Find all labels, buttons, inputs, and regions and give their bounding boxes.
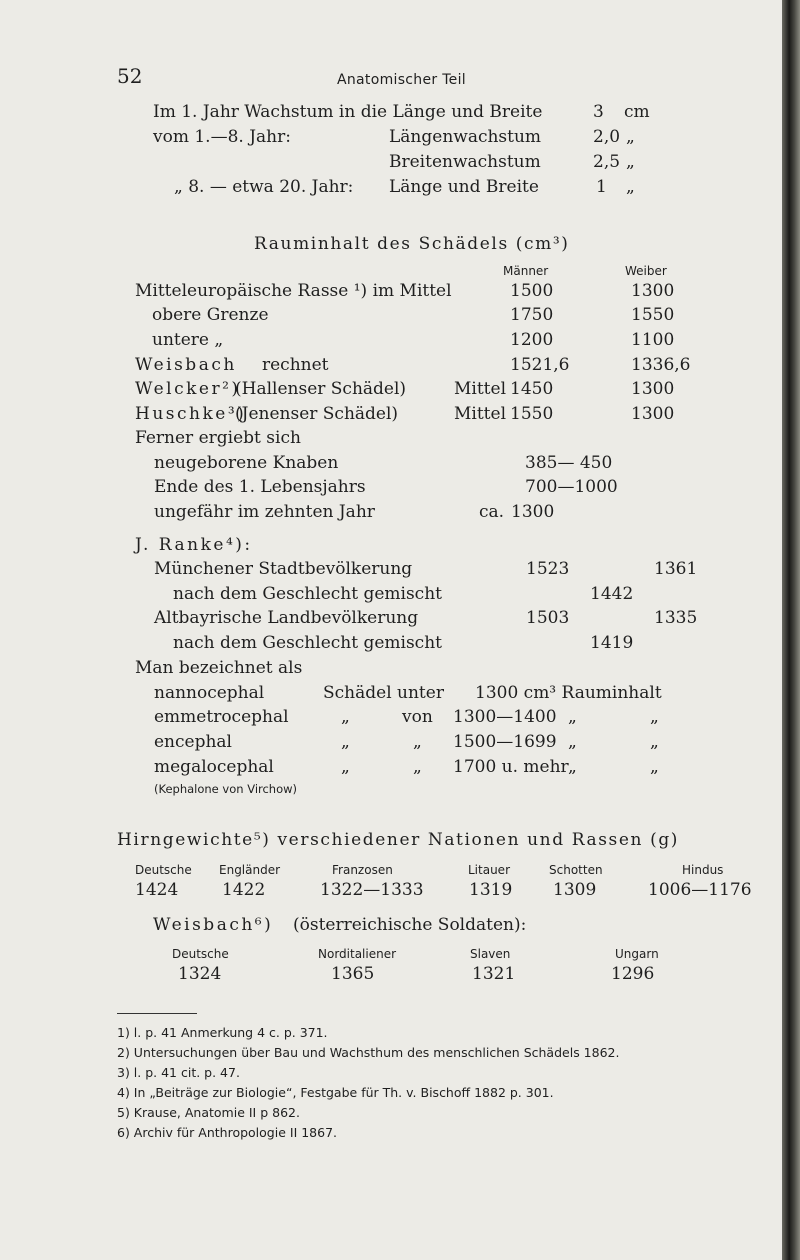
growth-line-3-item: Breitenwachstum <box>389 152 541 172</box>
class-name: emmetrocephal <box>154 707 289 727</box>
footnote: 4) In „Beiträge zur Biologie“, Festgabe für Th. v. Bischoff 1882 p. 301. <box>117 1085 554 1100</box>
skull-row-label: obere Grenze <box>152 305 269 325</box>
ranke-row-women: 1335 <box>654 608 698 628</box>
skull-row-label: (Hallenser Schädel) <box>235 379 407 399</box>
footnote: 6) Archiv für Anthropologie II 1867. <box>117 1125 338 1140</box>
growth-unit: cm <box>624 102 650 122</box>
ranke-row-men: 1503 <box>526 608 570 628</box>
class-range: 1500—1699 <box>453 732 557 752</box>
soldier-brain-weight: 1296 <box>611 964 655 984</box>
footnote-divider <box>117 1013 197 1014</box>
ditto-mark: „ <box>626 152 635 172</box>
skull-row-women: 1550 <box>631 305 675 325</box>
class-range: 1700 u. mehr <box>453 757 569 777</box>
skull-row-women: 1300 <box>631 281 675 301</box>
ranke-row-label: Münchener Stadtbevölkerung <box>154 559 413 579</box>
ditto-mark: „ <box>568 707 577 727</box>
nation-label: Franzosen <box>332 863 393 877</box>
skull-row-men: 1521,6 <box>510 355 570 375</box>
class-range: 1300 cm³ Rauminhalt <box>475 683 662 703</box>
skull-row-men: 1500 <box>510 281 554 301</box>
ditto-mark: „ <box>650 757 659 777</box>
footnote: 3) l. p. 41 cit. p. 47. <box>117 1065 240 1080</box>
skull-row-label: (Jenenser Schädel) <box>235 404 399 424</box>
class-connector: von <box>402 707 433 727</box>
ditto-mark: „ <box>341 757 350 777</box>
ranke-row-mixed: 1419 <box>590 633 634 653</box>
ranke-row-label: nach dem Geschlecht gemischt <box>173 633 442 653</box>
soldier-brain-weight: 1365 <box>331 964 375 984</box>
skull-row-value: 1300 <box>511 502 555 522</box>
ditto-mark: „ <box>413 757 422 777</box>
skull-row-range: 385— 450 <box>525 453 613 473</box>
running-title: Anatomischer Teil <box>337 72 466 88</box>
brain-weight: 1422 <box>222 880 266 900</box>
brain-weight: 1424 <box>135 880 179 900</box>
class-name: encephal <box>154 732 232 752</box>
ditto-mark: „ <box>650 707 659 727</box>
growth-line-4-label: „ 8. — etwa 20. Jahr: <box>174 177 354 197</box>
classification-note: (Kephalone von Virchow) <box>154 782 298 796</box>
soldier-group-label: Norditaliener <box>318 947 397 961</box>
brain-weight: 1319 <box>469 880 513 900</box>
soldier-brain-weight: 1321 <box>472 964 516 984</box>
skull-row-women: 1100 <box>631 330 675 350</box>
column-header-women: Weiber <box>625 264 667 278</box>
skull-row-prefix: Mittel <box>454 404 507 424</box>
class-name: megalocephal <box>154 757 274 777</box>
skull-row-men: 1200 <box>510 330 554 350</box>
class-range: 1300—1400 <box>453 707 557 727</box>
skull-row-label: untere „ <box>152 330 224 350</box>
soldiers-label: (österreichische Soldaten): <box>293 915 527 935</box>
skull-row-women: 1300 <box>631 404 675 424</box>
classification-intro: Man bezeichnet als <box>135 658 303 678</box>
skull-row-label: Ende des 1. Lebensjahrs <box>154 477 366 497</box>
author-name: J. Ranke⁴): <box>135 535 253 555</box>
footnote: 1) l. p. 41 Anmerkung 4 c. p. 371. <box>117 1025 328 1040</box>
brain-weight: 1309 <box>553 880 597 900</box>
skull-row-label: Mitteleuropäische Rasse ¹) im Mittel <box>135 281 452 301</box>
growth-line-3-value: 2,5 <box>593 152 621 172</box>
skull-row-label: ungefähr im zehnten Jahr <box>154 502 375 522</box>
skull-text-line: Ferner ergiebt sich <box>135 428 301 448</box>
ditto-mark: „ <box>341 732 350 752</box>
ranke-row-mixed: 1442 <box>590 584 634 604</box>
brain-weight: 1322—1333 <box>320 880 424 900</box>
soldier-group-label: Deutsche <box>172 947 229 961</box>
nation-label: Hindus <box>682 863 724 877</box>
skull-row-label: rechnet <box>262 355 329 375</box>
ditto-mark: „ <box>568 757 577 777</box>
nation-label: Schotten <box>549 863 603 877</box>
column-header-men: Männer <box>503 264 549 278</box>
growth-line-4-item: Länge und Breite <box>389 177 539 197</box>
footnote: 2) Untersuchungen über Bau und Wachsthum des menschlichen Schädels 1862. <box>117 1045 620 1060</box>
section-heading-brain: Hirngewichte⁵) verschiedener Nationen und Rassen (g) <box>117 830 680 850</box>
author-name: Weisbach <box>135 355 237 375</box>
section-heading-skull: Rauminhalt des Schädels (cm³) <box>254 234 570 254</box>
ditto-mark: „ <box>650 732 659 752</box>
skull-row-men: 1750 <box>510 305 554 325</box>
ditto-mark: „ <box>626 177 635 197</box>
ranke-row-men: 1523 <box>526 559 570 579</box>
skull-row-prefix: Mittel <box>454 379 507 399</box>
skull-row-women: 1336,6 <box>631 355 691 375</box>
skull-row-prefix: ca. <box>479 502 505 522</box>
soldier-group-label: Ungarn <box>615 947 659 961</box>
nation-label: Deutsche <box>135 863 192 877</box>
author-name: Weisbach⁶) <box>153 915 274 935</box>
skull-row-men: 1450 <box>510 379 554 399</box>
growth-line-2-value: 2,0 <box>593 127 621 147</box>
ranke-row-label: nach dem Geschlecht gemischt <box>173 584 442 604</box>
skull-row-women: 1300 <box>631 379 675 399</box>
page-edge-shadow <box>782 0 800 1260</box>
ditto-mark: „ <box>413 732 422 752</box>
soldier-brain-weight: 1324 <box>178 964 222 984</box>
ditto-mark: „ <box>568 732 577 752</box>
author-name: Welcker²) <box>135 379 241 399</box>
skull-row-range: 700—1000 <box>525 477 618 497</box>
ditto-mark: „ <box>341 707 350 727</box>
nation-label: Litauer <box>468 863 510 877</box>
footnote: 5) Krause, Anatomie II p 862. <box>117 1105 300 1120</box>
author-name: Huschke³) <box>135 404 247 424</box>
skull-row-label: neugeborene Knaben <box>154 453 339 473</box>
class-connector: Schädel unter <box>323 683 444 703</box>
nation-label: Engländer <box>219 863 281 877</box>
growth-value-1: 3 <box>593 102 604 122</box>
brain-weight: 1006—1176 <box>648 880 752 900</box>
growth-line-2-item: Längenwachstum <box>389 127 542 147</box>
class-name: nannocephal <box>154 683 265 703</box>
growth-line-4-value: 1 <box>596 177 607 197</box>
ditto-mark: „ <box>626 127 635 147</box>
growth-line-2-label: vom 1.—8. Jahr: <box>153 127 291 147</box>
page-number: 52 <box>117 64 143 88</box>
ranke-row-women: 1361 <box>654 559 698 579</box>
ranke-row-label: Altbayrische Landbevölkerung <box>154 608 419 628</box>
soldier-group-label: Slaven <box>470 947 511 961</box>
growth-line-1: Im 1. Jahr Wachstum in die Länge und Breite <box>153 102 543 122</box>
skull-row-men: 1550 <box>510 404 554 424</box>
